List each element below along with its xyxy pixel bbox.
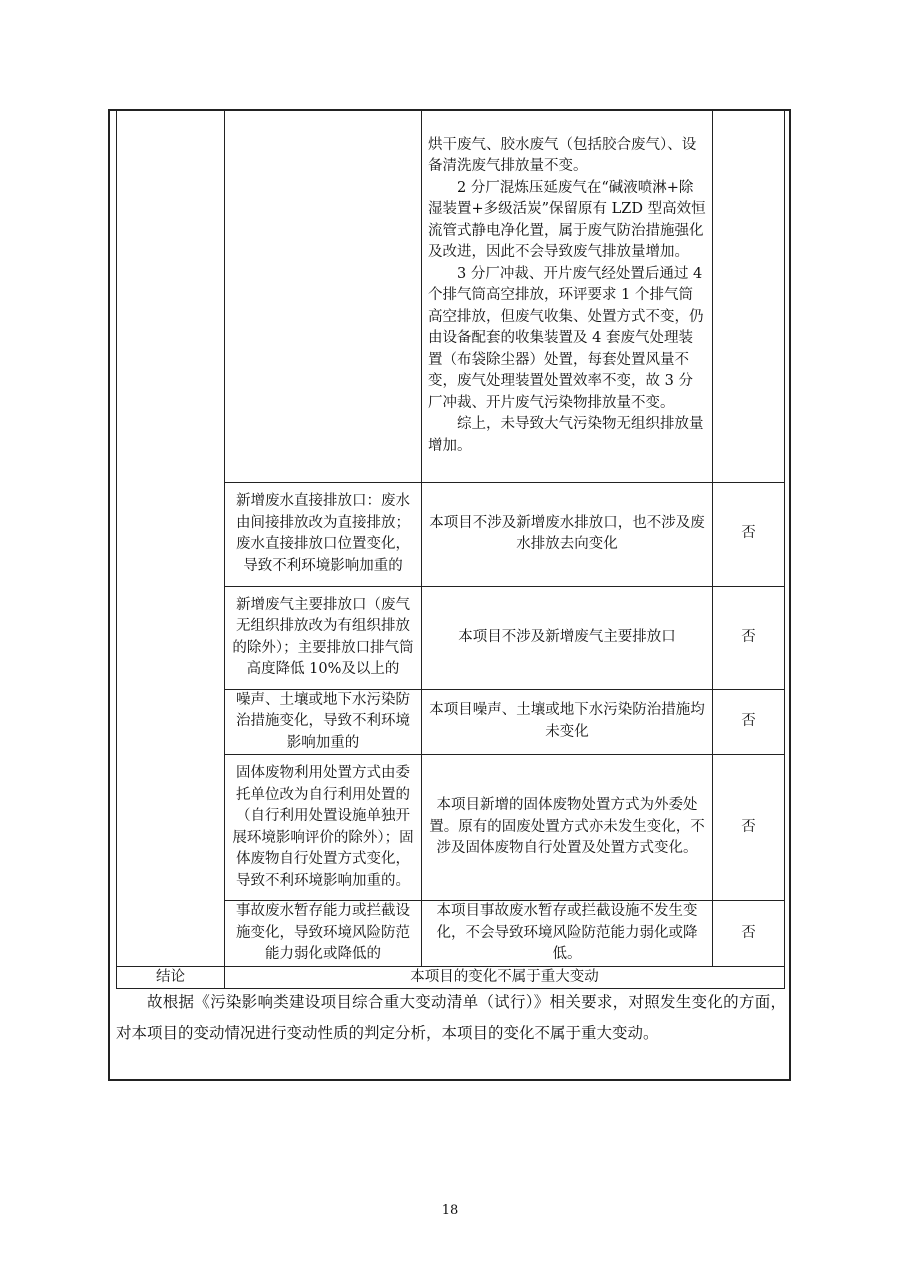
- page-number: 18: [441, 1203, 459, 1218]
- criterion-cell: 新增废气主要排放口（废气无组织排放改为有组织排放的除外）；主要排放口排气筒高度降低 10%及以上的: [225, 586, 422, 689]
- conclusion-paragraph: [116, 987, 786, 1049]
- explanation-line: 综上，未导致大气污染物无组织排放量增加。: [428, 416, 704, 454]
- change-assessment-table: [116, 110, 785, 989]
- explanation-cell: 本项目不涉及新增废水排放口，也不涉及废水排放去向变化: [422, 482, 713, 586]
- explanation-cell: 本项目噪声、土壤或地下水污染防治措施均未变化: [422, 689, 713, 755]
- conclusion-text: 本项目的变化不属于重大变动: [225, 966, 785, 989]
- explanation-cell: [422, 110, 713, 482]
- explanation-cell: 本项目不涉及新增废气主要排放口: [422, 586, 713, 689]
- conclusion-label: 结论: [117, 966, 225, 989]
- category-cell: [117, 110, 225, 966]
- table-row: [117, 110, 785, 482]
- result-cell: 否: [713, 901, 785, 967]
- conclusion-row: [117, 966, 785, 989]
- result-cell: 否: [713, 482, 785, 586]
- result-cell: 否: [713, 586, 785, 689]
- criterion-cell: 固体废物利用处置方式由委托单位改为自行利用处置的（自行利用处置设施单独开展环境影响评价的除外）；固体废物自行处置方式变化，导致不利环境影响加重的。: [225, 755, 422, 901]
- result-cell: 否: [713, 755, 785, 901]
- explanation-line: 烘干废气、胶水废气（包括胶合废气）、设备清洗废气排放量不变。: [428, 136, 697, 174]
- criterion-cell: 噪声、土壤或地下水污染防治措施变化，导致不利环境影响加重的: [225, 689, 422, 755]
- explanation-line: 2 分厂混炼压延废气在“碱液喷淋+除湿装置+多级活炭”保留原有 LZD 型高效恒流管式静电净化置，属于废气防治措施强化及改进，因此不会导致废气排放量增加。: [428, 179, 706, 260]
- explanation-line: 3 分厂冲裁、开片废气经处置后通过 4 个排气筒高空排放，环评要求 1 个排气筒高空排放，但废气收集、处置方式不变，仍由设备配套的收集装置及 4 套废气处理装置（布袋除尘器）处置，每套处置风量不变，废气处理装置处置效率不变，故 3 分厂冲裁、开片废气污染物排放量不变。: [428, 265, 704, 411]
- criterion-cell: [225, 110, 422, 482]
- criterion-cell: 事故废水暂存能力或拦截设施变化，导致环境风险防范能力弱化或降低的: [225, 901, 422, 967]
- paragraph-text: 故根据《污染影响类建设项目综合重大变动清单（试行）》相关要求，对照发生变化的方面，对本项目的变动情况进行变动性质的判定分析，本项目的变化不属于重大变动。: [116, 993, 786, 1042]
- result-cell: [713, 110, 785, 482]
- criterion-cell: 新增废水直接排放口：废水由间接排放改为直接排放；废水直接排放口位置变化，导致不利环境影响加重的: [225, 482, 422, 586]
- explanation-cell: 本项目新增的固体废物处置方式为外委处置。原有的固废处置方式亦未发生变化，不涉及固体废物自行处置及处置方式变化。: [422, 755, 713, 901]
- result-cell: 否: [713, 689, 785, 755]
- explanation-cell: 本项目事故废水暂存或拦截设施不发生变化，不会导致环境风险防范能力弱化或降低。: [422, 901, 713, 967]
